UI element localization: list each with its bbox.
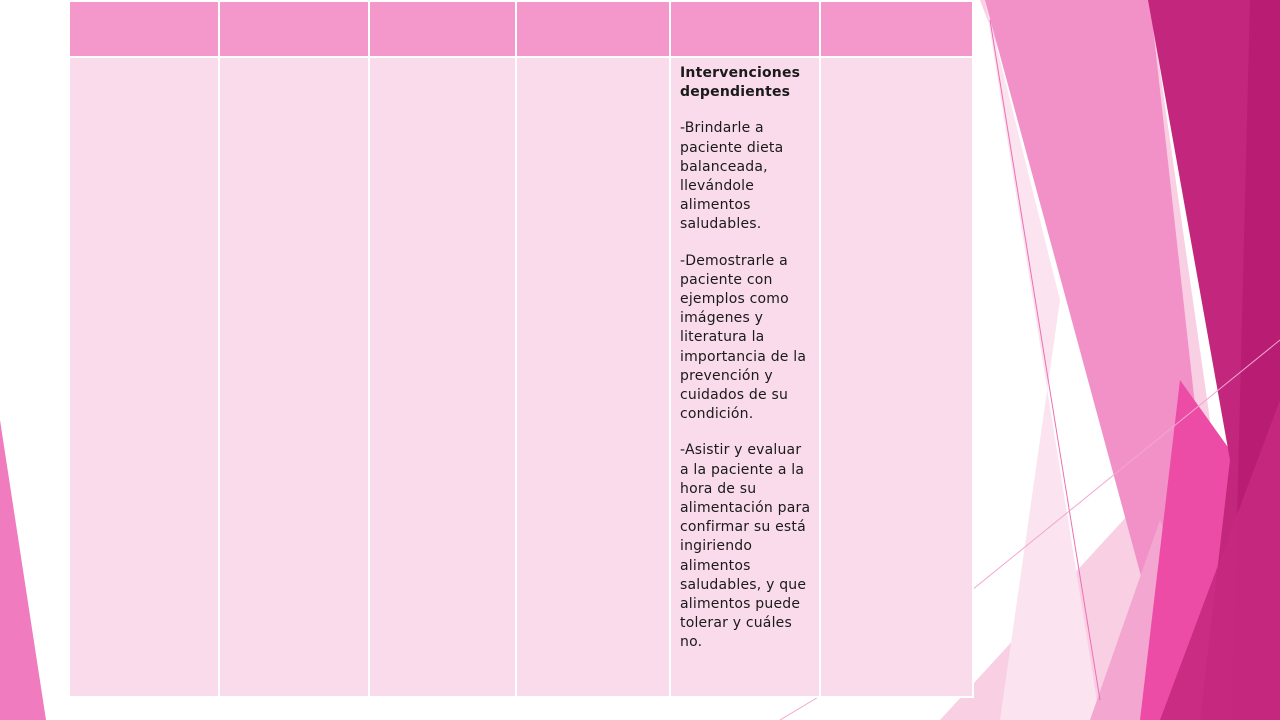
header-cell-1 <box>69 1 219 57</box>
interventions-heading: Intervenciones dependientes <box>680 65 801 101</box>
header-cell-2 <box>219 1 369 57</box>
care-plan-table <box>68 0 974 698</box>
interventions-content <box>671 58 819 653</box>
body-cell-3 <box>369 57 516 697</box>
body-cell-2 <box>219 57 369 697</box>
header-cell-4 <box>516 1 670 57</box>
table-row <box>69 57 973 697</box>
left-decor-shape <box>0 420 46 720</box>
decor-line-3 <box>780 696 820 720</box>
header-cell-5 <box>670 1 820 57</box>
header-cell-3 <box>369 1 516 57</box>
table-header-row <box>69 1 973 57</box>
body-cell-5 <box>670 57 820 697</box>
body-cell-1 <box>69 57 219 697</box>
body-cell-4 <box>516 57 670 697</box>
intervention-item: -Demostrarle a paciente con ejemplos como imágenes y literatura la importancia de la prevención y cuidados de su condición. <box>680 252 807 423</box>
header-cell-6 <box>820 1 973 57</box>
body-cell-6 <box>820 57 973 697</box>
intervention-item: -Asistir y evaluar a la paciente a la hora de su alimentación para confirmar su está ingiriendo alimentos saludables, y que alimentos puede tolerar y cuáles no. <box>680 442 811 651</box>
intervention-item: -Brindarle a paciente dieta balanceada, llevándole alimentos saludables. <box>680 120 784 233</box>
